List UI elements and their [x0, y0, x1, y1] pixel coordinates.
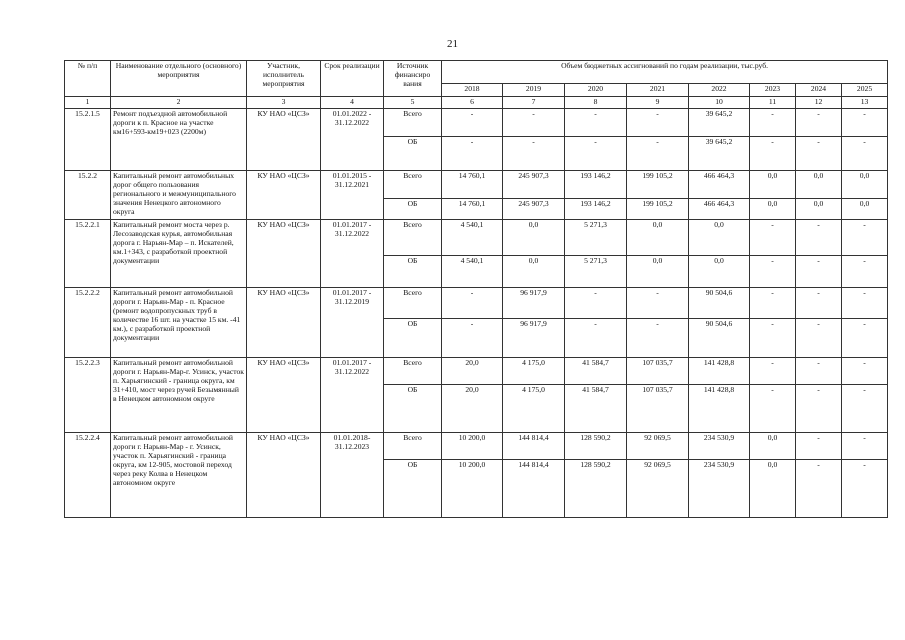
row-value: - — [796, 220, 842, 256]
table-row — [65, 171, 888, 199]
column-number: 1 — [65, 97, 111, 109]
column-number: 8 — [565, 97, 627, 109]
row-value: 466 464,3 — [689, 199, 750, 220]
row-number: 15.2.2 — [65, 171, 111, 220]
row-value: 193 146,2 — [565, 171, 627, 199]
column-number: 11 — [750, 97, 796, 109]
row-value: - — [842, 256, 888, 288]
row-value: - — [750, 385, 796, 433]
row-value: - — [796, 137, 842, 171]
row-source: ОБ — [384, 199, 442, 220]
row-value: - — [796, 288, 842, 319]
row-number: 15.2.1.5 — [65, 109, 111, 171]
row-source: ОБ — [384, 385, 442, 433]
row-value: 466 464,3 — [689, 171, 750, 199]
table-body — [65, 109, 888, 518]
row-source: Всего — [384, 220, 442, 256]
row-value: 4 175,0 — [503, 385, 565, 433]
row-value: 199 105,2 — [627, 171, 689, 199]
row-participant: КУ НАО «ЦСЗ» — [247, 358, 321, 433]
row-value: - — [842, 385, 888, 433]
row-value: 41 584,7 — [565, 358, 627, 385]
row-value: - — [842, 358, 888, 385]
row-source: Всего — [384, 288, 442, 319]
row-value: - — [750, 319, 796, 358]
year-header: 2020 — [565, 84, 627, 97]
column-number: 12 — [796, 97, 842, 109]
row-value: 14 760,1 — [442, 171, 503, 199]
row-value: 141 428,8 — [689, 358, 750, 385]
row-value: 4 175,0 — [503, 358, 565, 385]
table-row — [65, 220, 888, 256]
row-value: 10 200,0 — [442, 433, 503, 460]
row-value: 0,0 — [503, 256, 565, 288]
row-term: 01.01.2018- 31.12.2023 — [321, 433, 384, 518]
row-participant: КУ НАО «ЦСЗ» — [247, 109, 321, 171]
row-value: 96 917,9 — [503, 319, 565, 358]
header-name: Наименование отдельного (основного) мероприятия — [111, 61, 247, 97]
row-source: Всего — [384, 358, 442, 385]
row-source: Всего — [384, 171, 442, 199]
row-name: Капитальный ремонт автомобильной дороги г. Нарьян-Мар-г. Усинск, участок п. Харьягинский - граница округа, км 31+410, мост через ручей Безымянный в Ненецком автономном округе — [111, 358, 247, 433]
year-header: 2024 — [796, 84, 842, 97]
row-value: 144 814,4 — [503, 460, 565, 518]
row-value: 0,0 — [842, 171, 888, 199]
row-value: 144 814,4 — [503, 433, 565, 460]
row-participant: КУ НАО «ЦСЗ» — [247, 171, 321, 220]
row-participant: КУ НАО «ЦСЗ» — [247, 433, 321, 518]
column-number: 3 — [247, 97, 321, 109]
row-value: 234 530,9 — [689, 433, 750, 460]
row-value: - — [750, 256, 796, 288]
row-value: - — [796, 433, 842, 460]
header-number: № п/п — [65, 61, 111, 97]
row-value: - — [565, 288, 627, 319]
table-row — [65, 109, 888, 137]
row-term: 01.01.2017 - 31.12.2019 — [321, 288, 384, 358]
row-value: 107 035,7 — [627, 385, 689, 433]
row-value: 0,0 — [627, 256, 689, 288]
row-value: 0,0 — [796, 171, 842, 199]
row-value: - — [565, 319, 627, 358]
row-value: - — [796, 385, 842, 433]
row-value: 5 271,3 — [565, 220, 627, 256]
row-value: 0,0 — [842, 199, 888, 220]
row-name: Ремонт подъездной автомобильной дороги к п. Красное на участке км16+593-км19+023 (2200м) — [111, 109, 247, 171]
row-value: 234 530,9 — [689, 460, 750, 518]
row-term: 01.01.2015 - 31.12.2021 — [321, 171, 384, 220]
table-row — [65, 358, 888, 385]
header-participant: Участник, исполнитель мероприятия — [247, 61, 321, 97]
row-value: - — [842, 109, 888, 137]
row-value: 14 760,1 — [442, 199, 503, 220]
row-number: 15.2.2.1 — [65, 220, 111, 288]
row-source: Всего — [384, 109, 442, 137]
row-source: ОБ — [384, 256, 442, 288]
row-value: 0,0 — [750, 433, 796, 460]
row-value: - — [627, 109, 689, 137]
row-value: - — [750, 358, 796, 385]
row-participant: КУ НАО «ЦСЗ» — [247, 220, 321, 288]
row-value: - — [842, 220, 888, 256]
row-source: Всего — [384, 433, 442, 460]
row-value: 0,0 — [689, 220, 750, 256]
column-number: 9 — [627, 97, 689, 109]
row-value: - — [842, 319, 888, 358]
row-value: 39 645,2 — [689, 109, 750, 137]
header-volume: Объем бюджетных ассигнований по годам реализации, тыс.руб. — [442, 61, 888, 84]
row-value: 0,0 — [750, 199, 796, 220]
row-value: - — [442, 109, 503, 137]
column-number: 5 — [384, 97, 442, 109]
row-value: - — [796, 319, 842, 358]
row-value: - — [750, 137, 796, 171]
row-value: 141 428,8 — [689, 385, 750, 433]
row-source: ОБ — [384, 460, 442, 518]
row-value: - — [842, 137, 888, 171]
row-value: - — [503, 137, 565, 171]
row-number: 15.2.2.3 — [65, 358, 111, 433]
row-value: 41 584,7 — [565, 385, 627, 433]
year-header: 2021 — [627, 84, 689, 97]
row-value: 128 590,2 — [565, 433, 627, 460]
row-value: 193 146,2 — [565, 199, 627, 220]
row-value: - — [627, 319, 689, 358]
column-number: 6 — [442, 97, 503, 109]
header-row — [65, 61, 888, 84]
row-participant: КУ НАО «ЦСЗ» — [247, 288, 321, 358]
row-value: 245 907,3 — [503, 171, 565, 199]
row-value: 199 105,2 — [627, 199, 689, 220]
row-value: 90 504,6 — [689, 288, 750, 319]
table-row — [65, 433, 888, 460]
column-number: 10 — [689, 97, 750, 109]
row-value: 5 271,3 — [565, 256, 627, 288]
year-header: 2025 — [842, 84, 888, 97]
column-number: 2 — [111, 97, 247, 109]
row-value: - — [442, 288, 503, 319]
row-value: - — [565, 109, 627, 137]
row-value: - — [796, 109, 842, 137]
year-header: 2019 — [503, 84, 565, 97]
row-value: 20,0 — [442, 358, 503, 385]
row-value: 0,0 — [750, 171, 796, 199]
column-number: 13 — [842, 97, 888, 109]
row-value: 0,0 — [796, 199, 842, 220]
row-value: - — [442, 319, 503, 358]
row-value: - — [796, 358, 842, 385]
row-value: 4 540,1 — [442, 256, 503, 288]
row-value: - — [503, 109, 565, 137]
year-header: 2018 — [442, 84, 503, 97]
row-value: 90 504,6 — [689, 319, 750, 358]
column-number: 4 — [321, 97, 384, 109]
row-value: - — [842, 460, 888, 518]
row-value: 10 200,0 — [442, 460, 503, 518]
row-value: - — [796, 256, 842, 288]
row-name: Капитальный ремонт автомобильной дороги г. Нарьян-Мар - п. Красное (ремонт водопропускных труб в количестве 16 шт. на участке 15 км. -41 км.), с разработкой проектной документации — [111, 288, 247, 358]
row-number: 15.2.2.4 — [65, 433, 111, 518]
row-value: 20,0 — [442, 385, 503, 433]
row-term: 01.01.2017 - 31.12.2022 — [321, 220, 384, 288]
row-value: - — [842, 433, 888, 460]
row-value: - — [750, 220, 796, 256]
row-name: Капитальный ремонт моста через р. Лесозаводская курья, автомобильная дорога г. Нарьян-Мар – п. Искателей, км.1+343, с разработкой проектной документации — [111, 220, 247, 288]
row-value: - — [627, 137, 689, 171]
row-value: 107 035,7 — [627, 358, 689, 385]
budget-table — [64, 60, 888, 518]
row-value: 92 069,5 — [627, 460, 689, 518]
row-value: - — [627, 288, 689, 319]
row-value: - — [565, 137, 627, 171]
header-source: Источник финансиро вания — [384, 61, 442, 97]
row-number: 15.2.2.2 — [65, 288, 111, 358]
row-value: 39 645,2 — [689, 137, 750, 171]
row-value: 128 590,2 — [565, 460, 627, 518]
row-source: ОБ — [384, 319, 442, 358]
page-number: 21 — [447, 38, 458, 50]
column-numbers-row — [65, 97, 888, 109]
header-term: Срок реализации — [321, 61, 384, 97]
row-value: 92 069,5 — [627, 433, 689, 460]
row-value: - — [442, 137, 503, 171]
row-value: - — [842, 288, 888, 319]
row-value: - — [796, 460, 842, 518]
row-value: 0,0 — [689, 256, 750, 288]
row-value: 0,0 — [627, 220, 689, 256]
row-term: 01.01.2022 - 31.12.2022 — [321, 109, 384, 171]
row-value: - — [750, 109, 796, 137]
row-value: 96 917,9 — [503, 288, 565, 319]
row-value: 245 907,3 — [503, 199, 565, 220]
row-value: 0,0 — [750, 460, 796, 518]
row-name: Капитальный ремонт автомобильных дорог общего пользования регионального и межмуниципального значения Ненецкого автономного округа — [111, 171, 247, 220]
year-header: 2023 — [750, 84, 796, 97]
row-value: 4 540,1 — [442, 220, 503, 256]
row-value: - — [750, 288, 796, 319]
row-source: ОБ — [384, 137, 442, 171]
row-term: 01.01.2017 - 31.12.2022 — [321, 358, 384, 433]
year-header: 2022 — [689, 84, 750, 97]
row-name: Капитальный ремонт автомобильной дороги г. Нарьян-Мар - г. Усинск, участок п. Харьягинский - граница округа, км 12-905, мостовой переход через реку Колва в Ненецком автономном округе — [111, 433, 247, 518]
column-number: 7 — [503, 97, 565, 109]
table-row — [65, 288, 888, 319]
row-value: 0,0 — [503, 220, 565, 256]
